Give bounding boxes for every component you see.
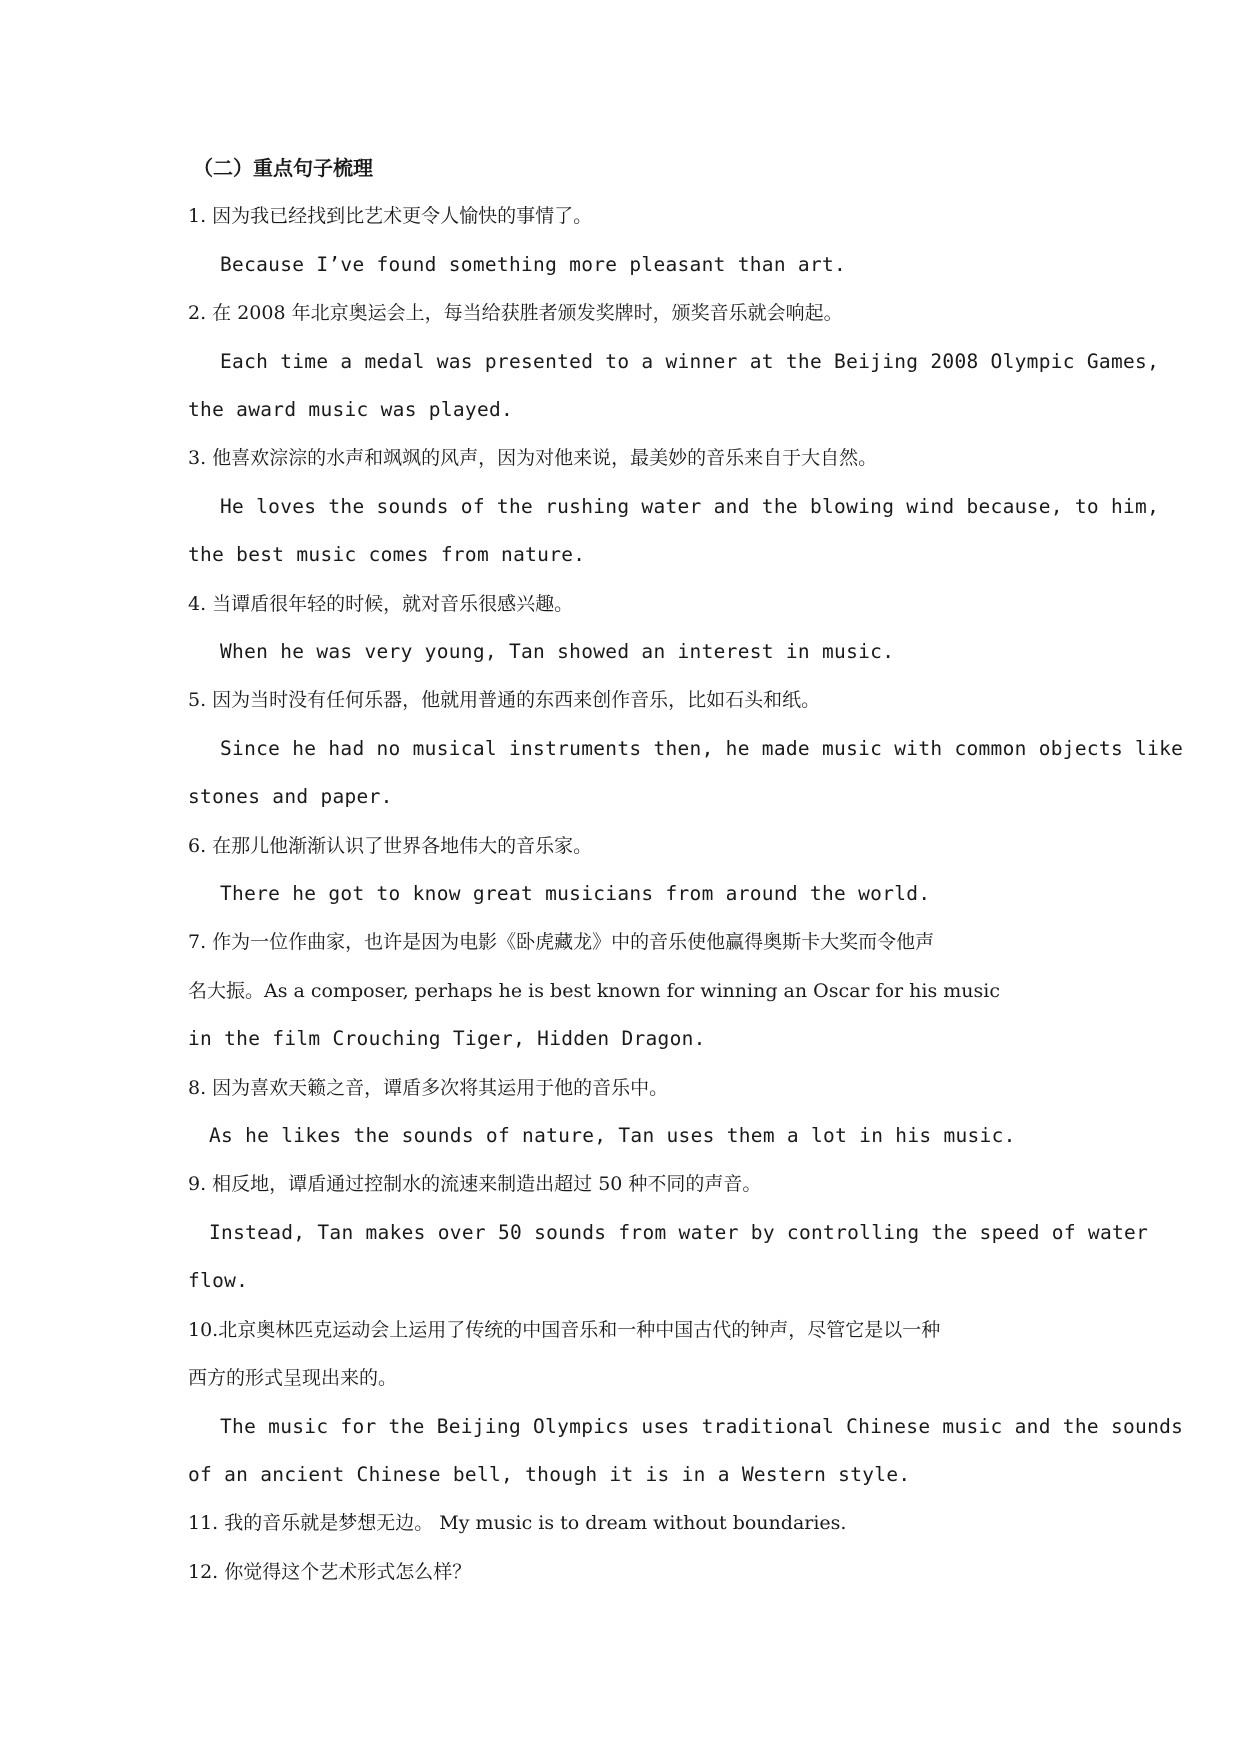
sentence-3-zh: 3. 他喜欢淙淙的水声和飒飒的风声，因为对他来说，最美妙的音乐来自于大自然。	[188, 447, 878, 469]
sentence-2-en-line-2: the award music was played.	[188, 398, 514, 421]
sentence-6-zh: 6. 在那儿他渐渐认识了世界各地伟大的音乐家。	[188, 835, 593, 857]
sentence-3-en-line-1: He loves the sounds of the rushing water and the blowing wind because, to him,	[220, 495, 1160, 518]
section-heading: （二）重点句子梳理	[193, 156, 373, 180]
sentence-9-en-line-1: Instead, Tan makes over 50 sounds from water by controlling the speed of water	[209, 1221, 1149, 1244]
sentence-9-en-line-2: flow.	[188, 1269, 249, 1292]
sentence-3-en-line-2: the best music comes from nature.	[188, 543, 586, 566]
sentence-5-en-line-2: stones and paper.	[188, 785, 393, 808]
sentence-6-en: There he got to know great musicians from around the world.	[220, 882, 931, 905]
sentence-2-en-line-1: Each time a medal was presented to a winner at the Beijing 2008 Olympic Games,	[220, 350, 1160, 373]
sentence-8-zh: 8. 因为喜欢天籁之音，谭盾多次将其运用于他的音乐中。	[188, 1077, 669, 1099]
sentence-10-en-line-2: of an ancient Chinese bell, though it is in a Western style.	[188, 1463, 911, 1486]
sentence-10-zh-line-2: 西方的形式呈现出来的。	[188, 1367, 398, 1389]
sentence-5-zh: 5. 因为当时没有任何乐器，他就用普通的东西来创作音乐，比如石头和纸。	[188, 689, 821, 711]
sentence-10-zh-line-1: 10.北京奥林匹克运动会上运用了传统的中国音乐和一种中国古代的钟声，尽管它是以一种	[188, 1319, 941, 1341]
sentence-4-en: When he was very young, Tan showed an interest in music.	[220, 640, 895, 663]
sentence-8-en: As he likes the sounds of nature, Tan uses them a lot in his music.	[209, 1124, 1016, 1147]
sentence-4-zh: 4. 当谭盾很年轻的时候，就对音乐很感兴趣。	[188, 593, 574, 615]
sentence-7-zh-en: 名大振。As a composer, perhaps he is best known for winning an Oscar for his music	[188, 980, 1000, 1002]
sentence-7-zh: 7. 作为一位作曲家，也许是因为电影《卧虎藏龙》中的音乐使他赢得奥斯卡大奖而令他声	[188, 931, 935, 953]
sentence-10-en-line-1: The music for the Beijing Olympics uses traditional Chinese music and the sounds	[220, 1415, 1184, 1438]
sentence-12-zh: 12. 你觉得这个艺术形式怎么样？	[188, 1561, 472, 1583]
sentence-5-en-line-1: Since he had no musical instruments then, he made music with common objects like	[220, 737, 1184, 760]
sentence-9-zh: 9. 相反地，谭盾通过控制水的流速来制造出超过 50 种不同的声音。	[188, 1173, 762, 1195]
sentence-7-en-line-2: in the film Crouching Tiger, Hidden Dragon.	[188, 1027, 706, 1050]
sentence-1-zh: 1. 因为我已经找到比艺术更令人愉快的事情了。	[188, 205, 593, 227]
sentence-11: 11. 我的音乐就是梦想无边。 My music is to dream without boundaries.	[188, 1512, 847, 1534]
sentence-1-en: Because I’ve found something more pleasant than art.	[220, 253, 847, 276]
sentence-2-zh: 2. 在 2008 年北京奥运会上，每当给获胜者颁发奖牌时，颁奖音乐就会响起。	[188, 302, 843, 324]
